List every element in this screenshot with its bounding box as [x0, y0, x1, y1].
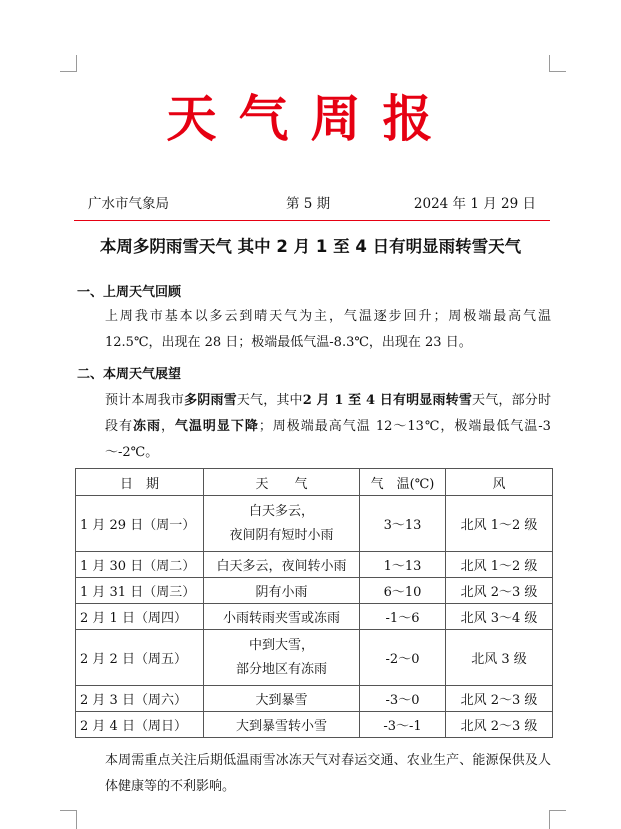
cell-weather-line: 夜间阴有短时小雨 [229, 527, 334, 543]
masthead-title: 天气周报 [166, 89, 455, 148]
forecast-table [75, 468, 553, 738]
cell-weather-line: 中到大雪， [248, 637, 314, 653]
table-row [76, 712, 553, 738]
cell-weather: 小雨转雨夹雪或冻雨 [204, 604, 360, 630]
outlook-emphasis: 气温明显下降 [174, 419, 259, 434]
cell-date: 1 月 29 日（周一） [76, 496, 204, 552]
outlook-text: 预计本周我市 [105, 393, 185, 408]
page-corner-mark-top-right [549, 55, 566, 72]
cell-date: 1 月 30 日（周二） [76, 552, 204, 578]
table-row [76, 630, 553, 686]
table-row [76, 496, 553, 552]
section-title-review: 一、上周天气回顾 [77, 285, 182, 300]
outlook-emphasis: 2 月 1 至 4 日有明显雨转雪 [302, 393, 473, 408]
cell-temperature: 1～13 [360, 552, 446, 578]
cell-date: 2 月 1 日（周四） [76, 604, 204, 630]
column-header-date: 日 期 [76, 469, 204, 496]
table-row [76, 686, 553, 712]
cell-weather: 阴有小雨 [204, 578, 360, 604]
cell-weather: 大到暴雪 [204, 686, 360, 712]
cell-date: 1 月 31 日（周三） [76, 578, 204, 604]
cell-date: 2 月 2 日（周五） [76, 630, 204, 686]
page-corner-mark-top-left [60, 55, 77, 72]
outlook-text: 天气，部分时段有 [105, 393, 551, 434]
page-corner-mark-bottom-left [60, 810, 77, 829]
cell-temperature: -1～6 [360, 604, 446, 630]
section-review-body [77, 304, 551, 356]
cell-wind: 北风 2～3 级 [446, 578, 553, 604]
section-outlook-body [77, 388, 551, 466]
cell-temperature: 3～13 [360, 496, 446, 552]
red-divider-line [74, 220, 550, 221]
outlook-text: ， [160, 419, 175, 434]
cell-wind: 北风 1～2 级 [446, 552, 553, 578]
table-header-row [76, 469, 553, 496]
cell-weather-line: 部分地区有冻雨 [235, 661, 327, 677]
table-row [76, 578, 553, 604]
cell-temperature: -2～0 [360, 630, 446, 686]
column-header-weather: 天 气 [204, 469, 360, 496]
outlook-paragraph [77, 388, 551, 466]
cell-temperature: -3～0 [360, 686, 446, 712]
page-corner-mark-bottom-right [549, 810, 566, 829]
cell-wind: 北风 2～3 级 [446, 686, 553, 712]
cell-wind: 北风 1～2 级 [446, 496, 553, 552]
table-row [76, 604, 553, 630]
closing-paragraph [77, 748, 551, 800]
cell-temperature: -3～-1 [360, 712, 446, 738]
column-header-temperature: 气 温(℃) [360, 469, 446, 496]
cell-temperature: 6～10 [360, 578, 446, 604]
cell-weather [204, 630, 360, 686]
table-row [76, 552, 553, 578]
issuer-name: 广水市气象局 [88, 196, 169, 212]
outlook-text: 天气，其中 [236, 393, 303, 408]
issue-date: 2024 年 1 月 29 日 [413, 196, 536, 212]
headline: 本周多阴雨雪天气 其中 2 月 1 至 4 日有明显雨转雪天气 [99, 237, 522, 256]
cell-weather [204, 496, 360, 552]
cell-wind: 北风 3～4 级 [446, 604, 553, 630]
outlook-emphasis: 冻雨 [132, 419, 161, 434]
cell-wind: 北风 3 级 [446, 630, 553, 686]
closing-text: 本周需重点关注后期低温雨雪冰冻天气对春运交通、农业生产、能源保供及人体健康等的不利影响。 [105, 753, 551, 794]
column-header-wind: 风 [446, 469, 553, 496]
outlook-text: ；周极端最高气温 12～13℃，极端最低气温-3～-2℃。 [105, 419, 551, 460]
cell-wind: 北风 2～3 级 [446, 712, 553, 738]
cell-weather-line: 白天多云， [248, 503, 314, 519]
cell-date: 2 月 3 日（周六） [76, 686, 204, 712]
cell-weather: 大到暴雪转小雪 [204, 712, 360, 738]
issue-number: 第 5 期 [286, 196, 331, 212]
cell-weather: 白天多云，夜间转小雨 [204, 552, 360, 578]
section-title-outlook: 二、本周天气展望 [77, 367, 182, 382]
outlook-emphasis: 多阴雨雪 [184, 393, 237, 408]
cell-date: 2 月 4 日（周日） [76, 712, 204, 738]
review-paragraph: 上周我市基本以多云到晴天气为主，气温逐步回升；周极端最高气温 12.5℃，出现在 28 日；极端最低气温-8.3℃，出现在 23 日。 [105, 309, 551, 350]
